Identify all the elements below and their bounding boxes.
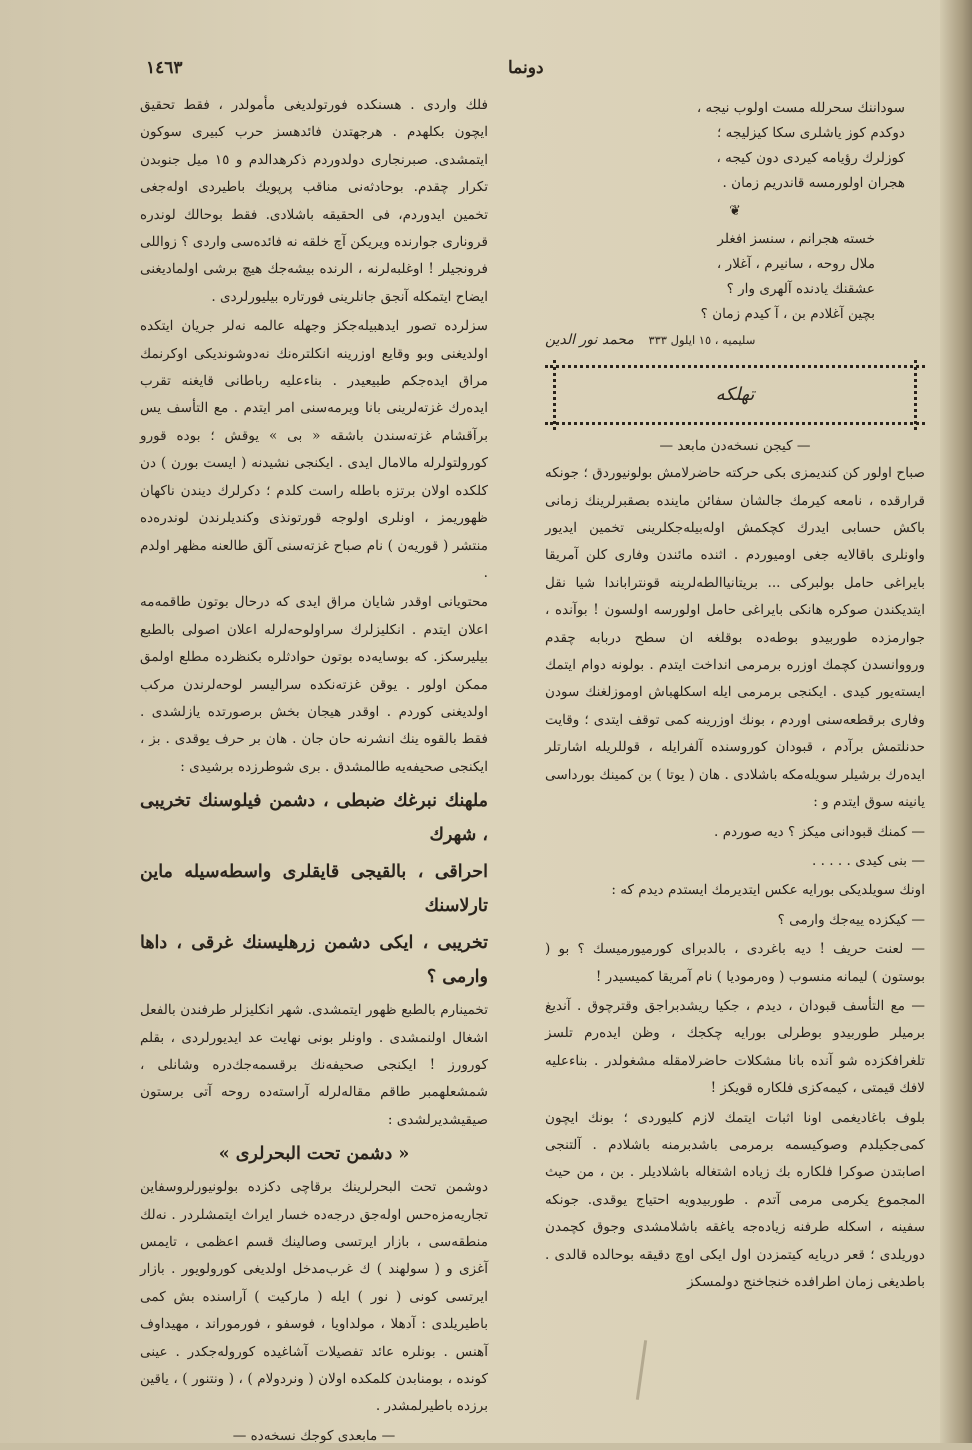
frame-corner-right — [914, 360, 925, 430]
running-title: دونما — [508, 58, 544, 78]
poem-line: بچين آغلادم بن ، آ كيدم زمان ؟ — [700, 306, 875, 323]
poem-line: خسته هجرانم ، سنسز افغلر — [717, 231, 875, 248]
section-title: « دشمن تحت البحرلری » — [218, 1144, 410, 1165]
dialogue-line: — بنی كيدی . . . . . — [811, 852, 925, 869]
left-paragraph-4: تخمينارم بالطبع ظهور ايتمشدی. شهر انكليزلر طرفندن بالفعل اشغال اولنمشدی . واونلر بونی نهايت عد ايديورلردی ، بقلم كورورز ! ايكنجی صحيفه‌نك برقسمه‌جك‌دره وشانلی ، شمشعلهمبر طاقم مقاله‌لرله آراسته‌ده روحه آتی برستون صيقيشديرلشدی : — [140, 1002, 488, 1128]
left-paragraph-2: سزلرده تصور ايدهبيله‌جكز وجهله عالمه نه‌لر جريان ايتكده اولديغنی وبو وقايع اوزرينه انكلتره‌نك نه‌دوشونديكی اوكرنمك مراق ايده‌جكم طبيعيدر . بناءعليه رباطانی قايغنه تقرب ايده‌رك غزته‌لرينی بانا ويرمه‌سنی امر ايتدم . مع التأسف يس برآقشام غزته‌سندن باشقه « بی » يوقش ؛ بوده قورو كورولتولرله مالامال ايدی . ايكنجی نشيدنه ( ايست بورن ) دن كلكده اولان برتزه باطله راست كلدم ؛ دكرلرك ديندن ناكهان ظهوريمز ، اونلری اولوجه قورتونذی وكنديلرندن لوندره‌ده منتشر ( قوريه‌ن ) نام صباح غزته‌سنی آلق طالعنه مظهر اولدم . — [140, 318, 488, 581]
dialogue-line: — كمنك قبودانی ميكز ؟ ديه صوردم . — [714, 823, 925, 840]
page-binding-shadow — [940, 0, 972, 1443]
poem-date — [545, 327, 925, 354]
left-column — [140, 92, 488, 1450]
ink-mark — [636, 1340, 647, 1400]
right-paragraph-1: صباح اولور كن كنديمزی بكی حركته حاضرلامش بولونيوردق ؛ جونكه قرارقده ، نامعه كيرمك جالشان سفائن ماينده بصقبرلرينك زمانی باكش حسابی ايدرك كچكمش اوله‌بيله‌جكلرينی تخمين ايديور واونلری باقالايه جغی اوميوردم . اثنده مائندن وفاری كلن آمريقا بايراغی حامل بولبركی ... بريتانياالطه‌لرينه قونتراباندا شيا نقل ايتديكندن صوكره هانكی بايراغی حامل اولورسه اولسون ! بوآنده ، جوارمزده طوربيدو بوطه‌ده بوقلغه ان سطح دربابه چقدم ورووانسدن كچمك اوزره برمرمی انداخت ايتدم . بولونه دوام ايتمك ايسته‌يور كيدی . ايكنجی برمرمی ايله اسكلهباش اوموزلغنك سودن وفاری برقطعه‌سنی اوردم ، بونك اوزرينه كمی توقف ايتدی ؛ وقايت حدنلتمش برآدم ، قبودان كوروسنده آلفرايله ، قوللريله اشارتلر ايده‌رك برشيلر سويله‌مكه باشلادی . هان ( يوتا ) بن كمينك بورداسی يانينه سوق ايتدم و : — [545, 465, 925, 811]
poem-line: ملال روحه ، سانيرم ، آغلار ، — [716, 256, 875, 273]
dialogue-line: — كيكزده ييه‌جك وارمی ؟ — [777, 911, 925, 928]
poem-signature: محمد نور الدين — [545, 332, 634, 349]
left-paragraph-5: دوشمن تحت البحرلرينك برقاچی دكزده بولونيورلروسفاين تجاريه‌مزه‌حس اوله‌جق درجه‌ده خسار ايراث ايتمشلردر . نه‌لك منطقه‌سی ، بازار ايرتسی وصالينك قسم اعظمی ، تايمس آغزی و ( سولهند ) ك غرب‌مدخل اولديغی كورولويور . بازار ايرتسی كونی ( نور ) ايله ( مارکيت ) آراسنده بش كمی باطيريلدی : آدهلا ، مولداويا ، فوسفو ، فورموراند ، مهيداوف آهنس . بونلره عائد تفصيلات آشاغيده كوروله‌جكدر . عينی كونده ، بومنابدن كلمكده اولان ( ونردولام ) ، ( ونتنور ) ، ياقين برزده باطيرلمشدر . — [140, 1179, 488, 1415]
poem-line: عشقنك يادنده آلهری وار ؟ — [726, 281, 875, 298]
continuation-note: — مابعدی كوجك نسخه‌ده — — [232, 1427, 396, 1444]
poem-line: كوزلرك رؤيامه كيردی دون كيجه ، — [716, 150, 905, 166]
poem-line: هجران اولورمسه قاندريم زمان . — [722, 175, 905, 191]
poem-stanza-2 — [545, 227, 925, 327]
poem-line: سوداننك سحرلله مست اولوب نيجه ، — [696, 100, 905, 116]
frame-title: تهلكه — [715, 383, 755, 405]
ornament-icon: ❦ — [729, 203, 741, 219]
right-column — [545, 96, 925, 1298]
poem-line: دوكدم كوز ياشلری سكا كيزليجه ؛ — [716, 125, 905, 141]
dialogue-line: اونك سويلديكی بورايه عكس ايتديرمك ايستدم ديدم كه : — [611, 882, 925, 899]
headline-line-3: تخريبی ، ايكی دشمن زرهليسنك غرقی ، داها وارمی ؟ — [140, 933, 488, 988]
dialogue-line: — لعنت حريف ! ديه باغردی ، بالدبرای كورميورميسك ؟ بو ( بوستون ) ليمانه منسوب ( وه‌رموديا ) نام آمريقا كميسيدر ! — [545, 941, 925, 985]
section-frame — [545, 365, 925, 425]
poem-stanza-1 — [545, 96, 925, 196]
headline-line-1: ملهنك نبرغك ضبطی ، دشمن فيلوسنك تخريبی ، شهرك — [140, 791, 488, 846]
right-paragraph-3: بلوف باغاديغمی اونا اثبات ايتمك لازم كليوردی ؛ بونك ايچون كمی‌جكيلدم وصوكيسمه برمرمی باشدبرمنه باشلادم . آلتنجی اصابتدن صوكرا فلكاره بك زياده اشتغاله باشلاديلر . بن ، من حيث المجموع يكرمی مرمی آتدم . طوربيدويه احتياج يوقدی. جونكه سفينه ، اسكله طرفنه زياده‌جه ياغقه باشلامشدی وجوق كچمدن دوريلدی ؛ قعر دريايه كيتمزدن اول ايكی اوچ دقيقه بوحالده قالدی . باطديغی زمان اطرافده خنجاخنج دولمسكز — [545, 1109, 925, 1290]
poem-date-text: سليميه ، ١٥ ايلول ٣٣٣ — [648, 333, 756, 348]
left-paragraph-3: محتويانی اوقدر شايان مراق ايدی كه درحال بوتون طاقمه‌مه اعلان ايتدم . انكليزلرك سراولوحه‌لرله اعلان اصولی بالطبع بيليرسكز. كه بوسايه‌ده بوتون حوادثلره بكنظرده مطلع اولمق ممكن اولور . يوقن غزته‌نكده سراليسر لوحه‌لرندن مركب اولديغنی كوردم . اوقدر هيجان بخش برصورتده يازلشدی . فقط بالقوه ينك انشرنه حان جان . هان بر حرف يوقدی . بز ، ايكنجی صحيفه‌يه طالمشدق . بری شوطرزده برشيدی : — [140, 594, 488, 775]
right-paragraph-2: — مع التأسف قبودان ، ديدم ، جكيا ريشدبراجق وقترچوق . آنديغ برميلر طوربيدو بوطرلی بورايه چكجك ، وظن ايده‌رم تلسز تلغرافكزده شو آنده بانا مشكلات حاضرلامقله مشغولدر . بناءعليه لافك قيمتی ، كيمه‌كزی فلكاره قويكز ! — [545, 997, 925, 1097]
page-number: ١٤٦٣ — [146, 58, 183, 78]
headline-line-2: احراقی ، بالقيجی قايقلری واسطه‌سيله ماين تارلاسنك — [140, 862, 488, 917]
frame-corner-left — [553, 360, 564, 430]
story-subtitle: — كيجن نسخه‌دن مابعد — — [659, 437, 811, 454]
left-paragraph-1: فلك واردی . هسنكده فورتولديغی مأمولدر ، فقط تحقيق ايچون بكلهدم . هرجهتدن فائدهسز حرب كبيری سوكون ايتمشدی. صبرنجاری دولدوردم ذكرهدالدم و ١٥ ميل جنوبدن تكرار چقدم. بوحادثه‌نی مناقب پرپويك باطيردی اوله‌جغی تخمين ايدوردم، فی الحقيقه باشلادی. فقط بوحالك لوندره قروناری جوارنده ويريكن آچ خلقه نه فائده‌سی واردی ؟ زواللی فرونجيلر ! اوغلبه‌لرنه ، الرنده بيشه‌جك هيچ برشی اولماديغنی ايضاح ايتمكله آنجق جانلرينی فورتاره بيليورلردی . — [140, 97, 488, 305]
